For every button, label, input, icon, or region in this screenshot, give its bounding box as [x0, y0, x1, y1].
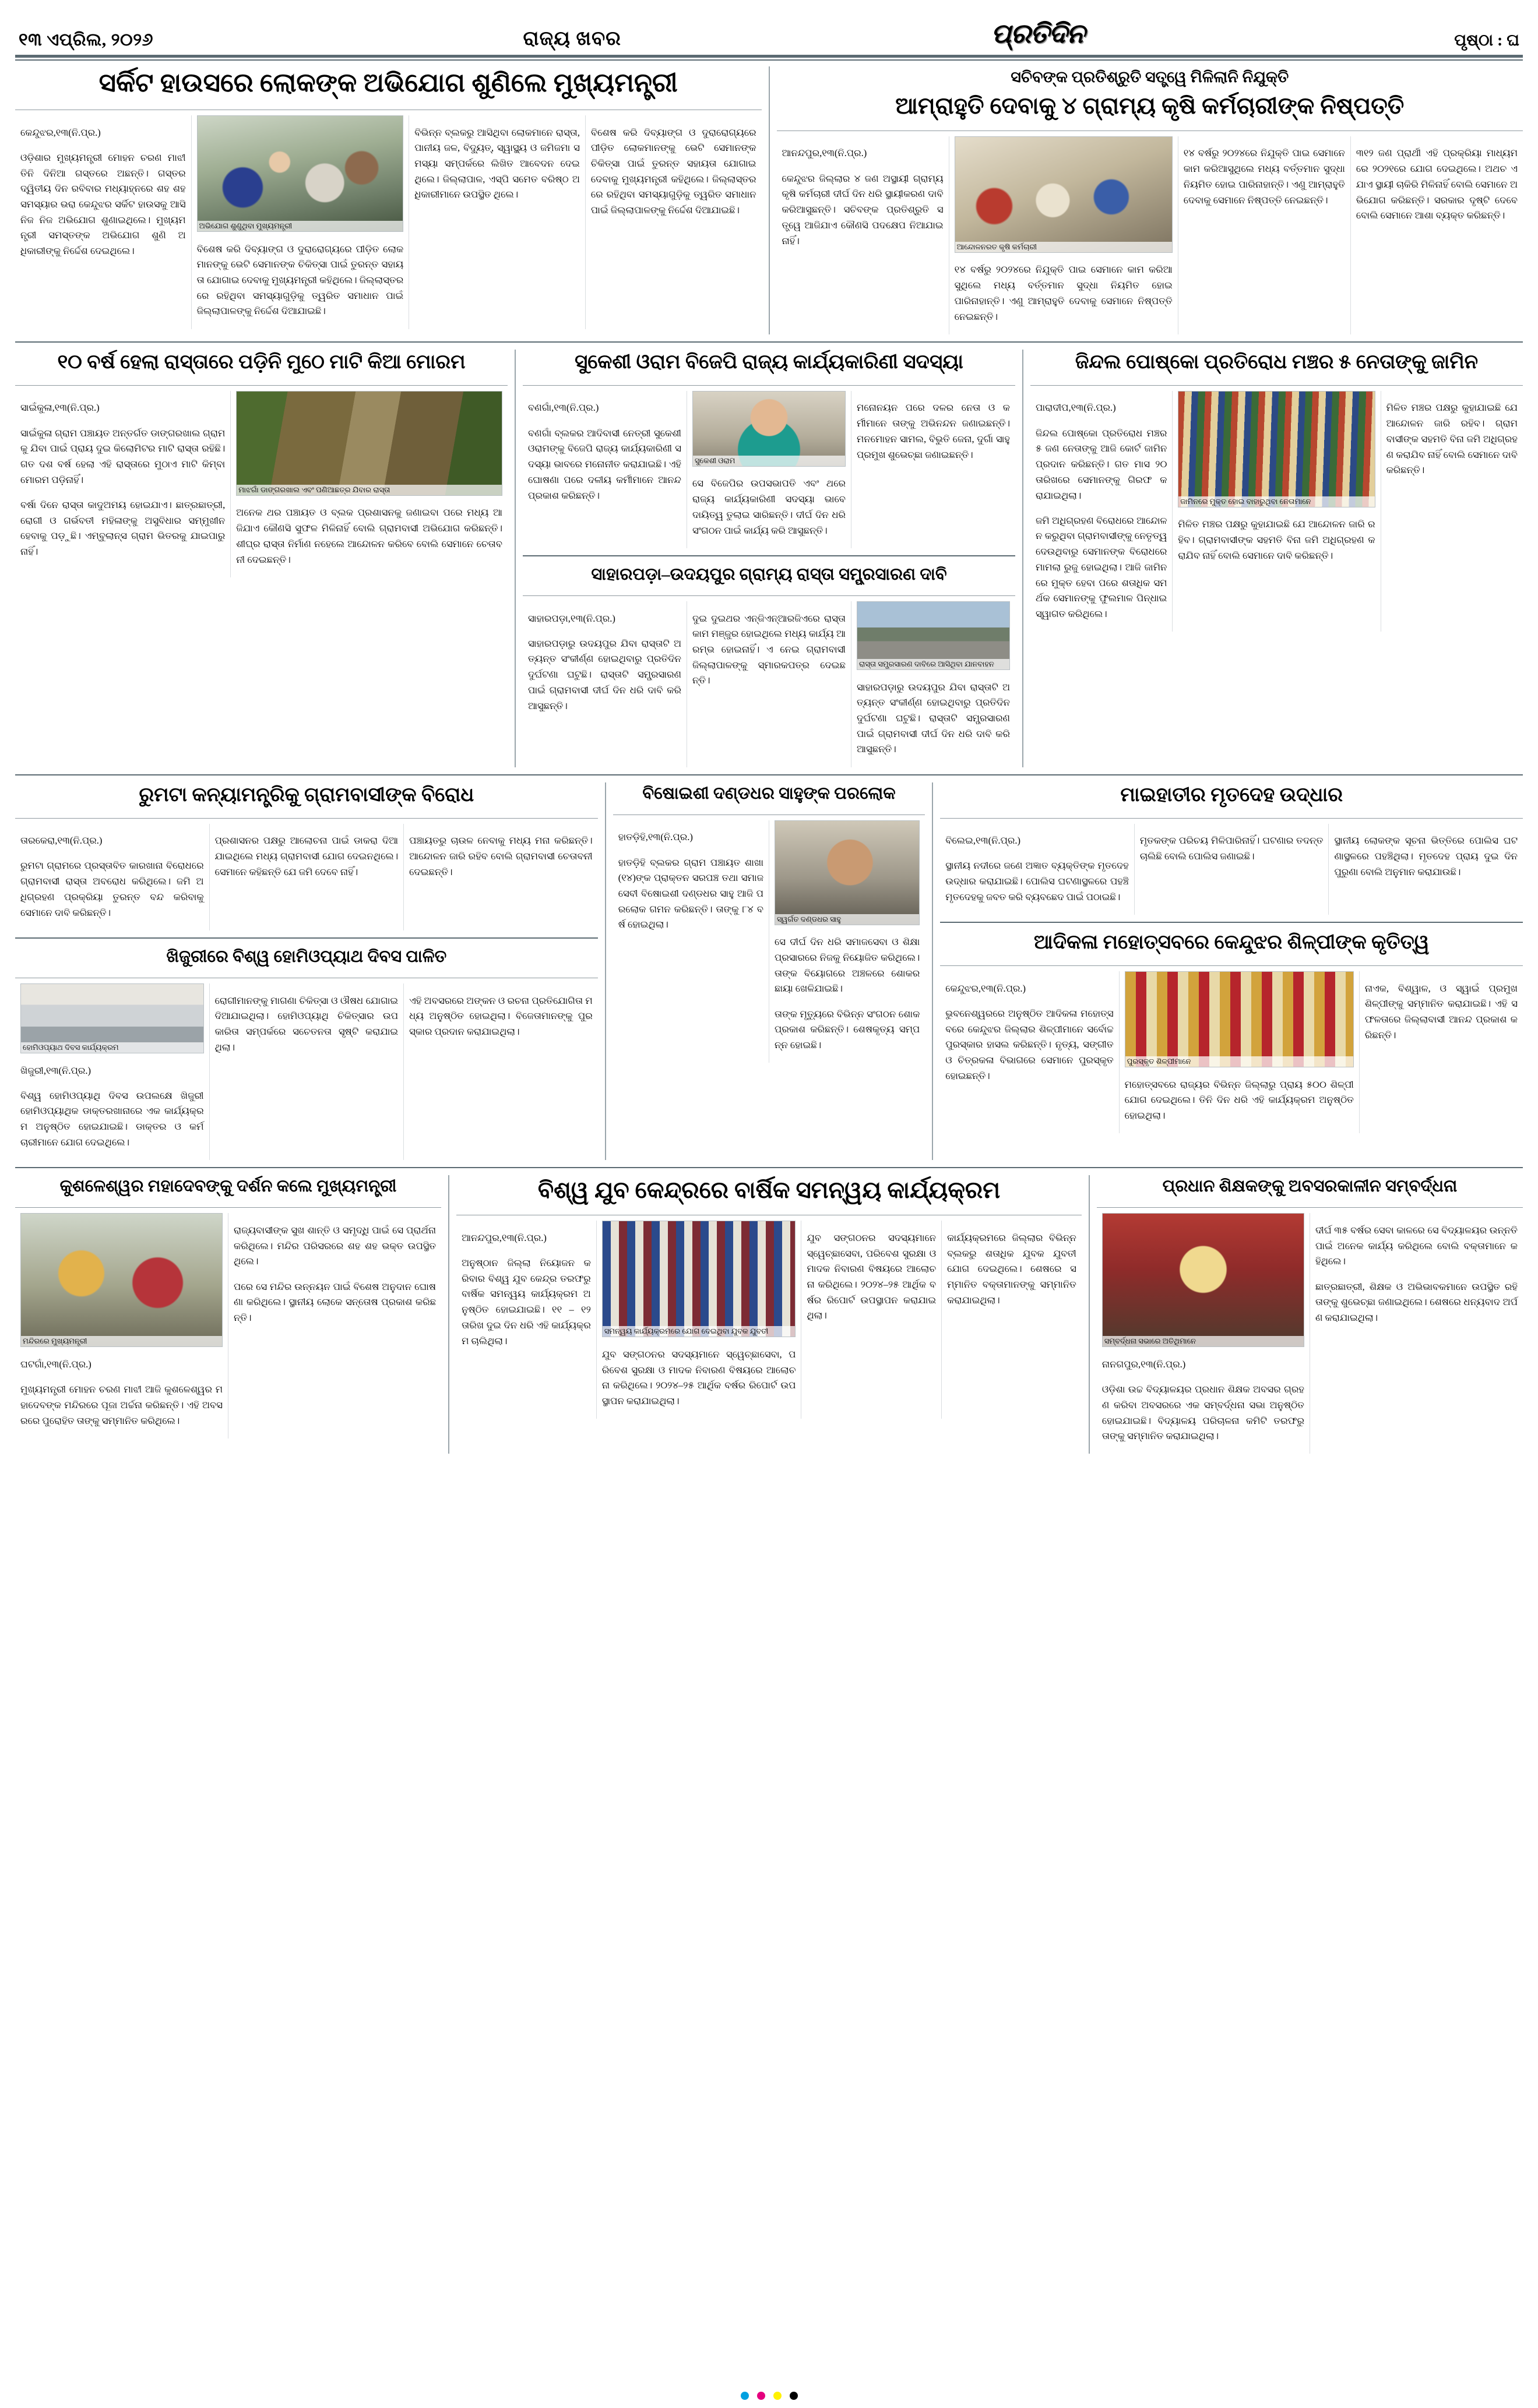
column: [1359, 971, 1523, 1133]
column: [1178, 136, 1350, 334]
column: [456, 1221, 596, 1419]
divider: [940, 818, 1523, 819]
body-paragraph: ବିଶ୍ୱ ହୋମିଓପ୍ୟାଥି ଦିବସ ଉପଲକ୍ଷେ ଖିଜୁରୀ ହୋମିଓପ୍ୟାଥିକ ଡାକ୍ତରଖାନାରେ ଏକ କାର୍ଯ୍ୟକ୍ରମ ଅନୁଷ୍ଠିତ ହୋଇଯାଇଛି। ଡାକ୍ତର ଓ କର୍ମଚାରୀମାନେ ଯୋଗ ଦେଇଥିଲେ।: [20, 1090, 204, 1148]
article-divider: [15, 937, 598, 939]
headline: ଜିନ୍ଦଲ ପୋଷ୍କୋ ପ୍ରତିରୋଧ ମଞ୍ଚର ୫ ନେତାଙ୍କୁ ଜାମିନ: [1075, 351, 1479, 373]
column-with-photo: [596, 1221, 801, 1419]
column: [403, 824, 598, 930]
headline: ଆମ୍ରାହୁତି ଦେବାକୁ ୪ ଗ୍ରାମ୍ୟ କୃଷି କର୍ମଚାରୀଙ୍କ ନିଷ୍ପତ୍ତି: [895, 92, 1405, 119]
headline: ସାହାରପଡ଼ା–ଉଦୟପୁର ଗ୍ରାମ୍ୟ ରାସ୍ତା ସମ୍ପ୍ରସାରଣ ଦାବି: [591, 565, 947, 584]
reg-mark-yellow: [773, 2392, 782, 2400]
divider: [523, 385, 1015, 386]
column: [403, 983, 598, 1160]
body-paragraph: ମୁଖ୍ୟମନ୍ତ୍ରୀ ମୋହନ ଚରଣ ମାଝୀ ଆଜି କୁଶଳେଶ୍ୱର ମହାଦେବଙ୍କ ମନ୍ଦିରରେ ପୂଜା ଅର୍ଚ୍ଚନା କରିଛନ୍ତି। ଏହି ଅବସରରେ ପୁରୋହିତ ତାଙ୍କୁ ସମ୍ମାନିତ କରିଥିଲେ।: [20, 1384, 223, 1426]
column: [585, 115, 762, 329]
article-photo: [20, 983, 204, 1053]
band-bottom: [15, 1175, 1523, 1454]
dateline: ନାନଗପୁର,୧୩(ନି.ପ୍ର.): [1101, 1358, 1186, 1370]
column: [1134, 824, 1329, 915]
article-kushaleswar-cm: [15, 1175, 441, 1454]
article-columns: [456, 1221, 1082, 1419]
body-paragraph: ପଞ୍ଚାୟତରୁ ଚାଉଳ ନେବାକୁ ମଧ୍ୟ ମନା କରିଛନ୍ତି। ଆନ୍ଦୋଳନ ଜାରି ରହିବ ବୋଲି ଗ୍ରାମବାସୀ ଚେତାବନୀ ଦେଇଛନ୍ତି।: [409, 835, 593, 877]
column-with-photo: [687, 391, 851, 548]
article-maihatira-dead-body: [940, 782, 1523, 915]
column-with-photo: [769, 820, 925, 1063]
body-paragraph: ରୁମଟା ଗ୍ରାମରେ ପ୍ରସ୍ତାବିତ କାରଖାନା ବିରୋଧରେ ଗ୍ରାମବାସୀ ରାସ୍ତା ଅବରୋଧ କରିଥିଲେ। ଜମି ଅଧିଗ୍ରହଣ ପ୍ରକ୍ରିୟା ତୁରନ୍ତ ବନ୍ଦ କରିବାକୁ ସେମାନେ ଦାବି କରିଛନ୍ତି।: [20, 860, 204, 918]
registration-marks: [0, 2392, 1538, 2405]
column: [15, 391, 230, 577]
column-with-photo: [191, 115, 409, 329]
body-paragraph: ଏହି ଅବସରରେ ଅଙ୍କନ ଓ ରଚନା ପ୍ରତିଯୋଗିତା ମଧ୍ୟ ଅନୁଷ୍ଠିତ ହୋଇଥିଲା। ବିଜେତାମାନଙ୍କୁ ପୁରସ୍କାର ପ୍ରଦାନ କରାଯାଇଥିଲା।: [409, 995, 593, 1037]
reg-mark-magenta: [757, 2392, 765, 2400]
article-columns: [523, 391, 1015, 548]
body-paragraph: ସ୍ଥାନୀୟ ଲୋକଙ୍କ ସୂଚନା ଭିତ୍ତିରେ ପୋଲିସ ଘଟଣାସ୍ଥଳରେ ପହଞ୍ଚିଥିଲା। ମୃତଦେହ ପ୍ରାୟ ଦୁଇ ଦିନ ପୁରୁଣା ବୋଲି ଅନୁମାନ କରାଯାଉଛି।: [1334, 835, 1518, 877]
dateline: କେନ୍ଦୁଝର,୧୩(ନି.ପ୍ର.): [945, 982, 1026, 994]
column: [687, 601, 851, 767]
article-columns: [1097, 1213, 1523, 1454]
column: [409, 115, 585, 329]
column-with-photo: [851, 601, 1015, 767]
article-columns: [15, 983, 598, 1160]
body-paragraph: ରୋଗୀମାନଙ୍କୁ ମାଗଣା ଚିକିତ୍ସା ଓ ଔଷଧ ଯୋଗାଇ ଦିଆଯାଇଥିଲା। ହୋମିଓପ୍ୟାଥି ଚିକିତ୍ସାର ଉପକାରିତା ସମ୍ପର୍କରେ ସଚେତନତା ସୃଷ୍ଟି କରାଯାଇଥିଲା।: [214, 995, 399, 1053]
body-paragraph: ବିଶେଷ କରି ଦିବ୍ୟାଙ୍ଗ ଓ ଦୁରାରୋଗ୍ୟରେ ପୀଡ଼ିତ ଲୋକମାନଙ୍କୁ ଭେଟି ସେମାନଙ୍କ ଚିକିତ୍ସା ପାଇଁ ତୁରନ୍ତ ସହାୟତା ଯୋଗାଇ ଦେବାକୁ ମୁଖ୍ୟମନ୍ତ୍ରୀ କହିଥିଲେ। ଜିଲ୍ଲାସ୍ତରରେ ରହିଥିବା ସମସ୍ୟାଗୁଡ଼ିକୁ ତ୍ୱରିତ ସମାଧାନ ପାଇଁ ଜିଲ୍ଲାପାଳଙ୍କୁ ନିର୍ଦ୍ଦେଶ ଦିଆଯାଇଛି।: [590, 126, 756, 216]
dateline: ହାତଡ଼ିହି,୧୩(ନି.ପ୍ର.): [618, 831, 693, 843]
headline: ସର୍କିଟ ହାଉସରେ ଲୋକଙ୍କ ଅଭିଯୋଗ ଶୁଣିଲେ ମୁଖ୍ୟମନ୍ତ୍ରୀ: [98, 68, 678, 97]
body-paragraph: ହାତଡ଼ିହି ବ୍ଲକର ଗ୍ରାମ ପଞ୍ଚାୟତ ଶାଖା (୧୪)ଙ୍କ ପ୍ରାକ୍ତନ ସରପଞ୍ଚ ତଥା ସମାଜସେବୀ ବିଷୋଇଶୀ ଦଣ୍ଡଧର ସାହୁ ଆଜି ପରଲୋକ ଗମନ କରିଛନ୍ତି। ତାଙ୍କୁ ୮୪ ବର୍ଷ ହୋଇଥିଲା।: [618, 856, 763, 930]
vertical-divider: [515, 350, 516, 767]
headline: କୁଶଳେଶ୍ୱର ମହାଦେବଙ୍କୁ ଦର୍ଶନ କଲେ ମୁଖ୍ୟମନ୍ତ୍ରୀ: [59, 1177, 397, 1196]
body-paragraph: ଛାତ୍ରଛାତ୍ରୀ, ଶିକ୍ଷକ ଓ ଅଭିଭାବକମାନେ ଉପସ୍ଥିତ ରହି ତାଙ୍କୁ ଶୁଭେଚ୍ଛା ଜଣାଇଥିଲେ। ଶେଷରେ ଧନ୍ୟବାଦ ଅର୍ପଣ କରାଯାଇଥିଲା।: [1315, 1281, 1518, 1323]
kicker: ସଚିବଙ୍କ ପ୍ରତିଶ୍ରୁତି ସତ୍ତ୍ୱେ ମିଳିଲାନି ନିଯୁକ୍ତି: [1011, 68, 1289, 86]
body-paragraph: ମିଳିତ ମଞ୍ଚର ପକ୍ଷରୁ କୁହାଯାଇଛି ଯେ ଆନ୍ଦୋଳନ ଜାରି ରହିବ। ଗ୍ରାମବାସୀଙ୍କ ସହମତି ବିନା ଜମି ଅଧିଗ୍ରହଣ କରାଯିବ ନାହିଁ ବୋଲି ସେମାନେ ଦାବି କରିଛନ୍ତି।: [1178, 519, 1375, 561]
column: [15, 824, 209, 930]
masthead: [15, 0, 1523, 54]
article-columns: [1030, 391, 1523, 632]
article-columns: [15, 1213, 441, 1438]
column: [940, 971, 1118, 1133]
column-with-photo: [1119, 971, 1359, 1133]
headline: ମାଇହାତୀର ମୃତଦେହ ଉଦ୍ଧାର: [1120, 784, 1343, 806]
body-paragraph: ରାଜ୍ୟବାସୀଙ୍କ ସୁଖ ଶାନ୍ତି ଓ ସମୃଦ୍ଧି ପାଇଁ ସେ ପ୍ରାର୍ଥନା କରିଥିଲେ। ମନ୍ଦିର ପରିସରରେ ଶହ ଶହ ଭକ୍ତ ଉପସ୍ଥିତ ଥିଲେ।: [234, 1224, 437, 1267]
divider: [1030, 385, 1523, 386]
vertical-divider: [605, 782, 606, 1161]
dateline: ଆନନ୍ଦପୁର,୧୩(ନି.ପ୍ର.): [782, 147, 867, 159]
article-columns: [613, 820, 925, 1063]
headline: ୧୦ ବର୍ଷ ହେଲା ରାସ୍ତାରେ ପଡ଼ିନି ମୁଠେ ମାଟି କିଆ ମୋରମ: [57, 351, 466, 373]
body-paragraph: ନାଏକ, ବିଶ୍ୱାଳ, ଓ ସ୍ୱାଇଁ ପ୍ରମୁଖ ଶିଳ୍ପୀଙ୍କୁ ସମ୍ମାନିତ କରାଯାଇଛି। ଏହି ସଫଳତାରେ ଜିଲ୍ଲାବାସୀ ଆନନ୍ଦ ପ୍ରକାଶ କରିଛନ୍ତି।: [1364, 982, 1518, 1041]
article-photo: [692, 391, 846, 467]
band-lead: [15, 66, 1523, 334]
article-photo: [20, 1213, 223, 1347]
article-photo: [1125, 971, 1354, 1067]
photo-caption: ସ୍ୱର୍ଗତ ଦଣ୍ଡଧର ସାହୁ: [775, 914, 919, 925]
page-number: ପୃଷ୍ଠା : ଘ: [1454, 31, 1519, 50]
article-road-10-years: [15, 350, 508, 767]
article-photo: [602, 1221, 796, 1337]
body-paragraph: ଅନୁଷ୍ଠାନ ଜିଲ୍ଲା ନିୟୋଜନ କରିବାର ବିଶ୍ୱ ଯୁବ କେନ୍ଦ୍ର ତରଫରୁ ବାର୍ଷିକ ସମନ୍ୱୟ କାର୍ଯ୍ୟକ୍ରମ ଅନୁଷ୍ଠିତ ହୋଇଯାଇଛି। ୧୧ – ୧୨ ତାରିଖ ଦୁଇ ଦିନ ଧରି ଏହି କାର୍ଯ୍ୟକ୍ରମ ଚାଲିଥିଲା।: [462, 1257, 591, 1346]
column-with-photo: [230, 391, 508, 577]
article-photo: [197, 115, 404, 232]
article-pradhan-shikshak: [1097, 1175, 1523, 1454]
article-photo: [955, 136, 1173, 253]
headline: ସୁକେଶୀ ଓରାମ ବିଜେପି ରାଜ୍ୟ କାର୍ଯ୍ୟକାରିଣୀ ସଦସ୍ୟା: [575, 351, 963, 373]
body-paragraph: ଓଡ଼ିଶାର ମୁଖ୍ୟମନ୍ତ୍ରୀ ମୋହନ ଚରଣ ମାଝୀ ତିନି ଦିନିଆ ଗସ୍ତରେ ଅଛନ୍ତି। ଗସ୍ତର ଦ୍ୱିତୀୟ ଦିନ ରବିବାର ମଧ୍ୟାହ୍ନରେ ଶହ ଶହ ସମସ୍ୟାର ଭରା କେନ୍ଦୁଝର ସର୍କିଟ ହାଉସକୁ ଆସି ନିଜ ନିଜ ଅଭିଯୋଗ ଶୁଣାଇଥିଲେ। ମୁଖ୍ୟମନ୍ତ୍ରୀ ସମସ୍ତଙ୍କ ଅଭିଯୋଗ ଶୁଣି ଅଧିକାରୀଙ୍କୁ ନିର୍ଦ୍ଦେଶ ଦେଇଥିଲେ।: [20, 151, 186, 257]
divider: [523, 595, 1015, 596]
article-columns: [777, 136, 1523, 334]
column-with-photo: [1172, 391, 1380, 632]
masthead-rule-thick: [15, 55, 1523, 58]
body-paragraph: ମହୋତ୍ସବରେ ରାଜ୍ୟର ବିଭିନ୍ନ ଜିଲ୍ଲାରୁ ପ୍ରାୟ ୫୦୦ ଶିଳ୍ପୀ ଯୋଗ ଦେଇଥିଲେ। ତିନି ଦିନ ଧରି ଏହି କାର୍ଯ୍ୟକ୍ରମ ଅନୁଷ୍ଠିତ ହୋଇଥିଲା।: [1124, 1078, 1354, 1122]
article-columns: [940, 971, 1523, 1133]
column-with-photo: [15, 983, 209, 1160]
newspaper-logo: ପ୍ରତିଦିନ: [991, 19, 1085, 48]
publication-date: ୧୩ ଏପ୍ରିଲ, ୨୦୨୬: [19, 30, 154, 50]
headline: ବିଷୋଇଶୀ ଦଣ୍ଡଧର ସାହୁଙ୍କ ପରଲୋକ: [642, 784, 896, 803]
body-paragraph: ପ୍ରଶାସନର ପକ୍ଷରୁ ଆଲୋଚନା ପାଇଁ ଡାକରା ଦିଆଯାଇଥିଲେ ମଧ୍ୟ ଗ୍ରାମବାସୀ ଯୋଗ ଦେଇନଥିଲେ। ସେମାନେ କହିଛନ୍ତି ଯେ ଜମି ଦେବେ ନାହିଁ।: [214, 835, 399, 877]
body-paragraph: କାର୍ଯ୍ୟକ୍ରମରେ ଜିଲ୍ଲାର ବିଭିନ୍ନ ବ୍ଲକରୁ ଶତାଧିକ ଯୁବକ ଯୁବତୀ ଯୋଗ ଦେଇଥିଲେ। ଶେଷରେ ସମ୍ମାନିତ ବକ୍ତାମାନଙ୍କୁ ସମ୍ମାନିତ କରାଯାଇଥିଲା।: [947, 1232, 1076, 1306]
dateline: ଘଟଗାଁ,୧୩(ନି.ପ୍ର.): [20, 1358, 91, 1370]
body-paragraph: ମୃତକଙ୍କ ପରିଚୟ ମିଳିପାରିନାହିଁ। ଘଟଣାର ତଦନ୍ତ ଚାଲିଛି ବୋଲି ପୋଲିସ ଜଣାଇଛି।: [1139, 835, 1324, 862]
body-paragraph: ସାଇଁକୁଳା ଗ୍ରାମ ପଞ୍ଚାୟତ ଅନ୍ତର୍ଗତ ଡାଙ୍ଗରଖାଲ ଗ୍ରାମକୁ ଯିବା ପାଇଁ ପ୍ରାୟ ଦୁଇ କିଲୋମିଟର ମାଟି ରାସ୍ତା ରହିଛି। ଗତ ଦଶ ବର୍ଷ ହେଲା ଏହି ରାସ୍ତାରେ ମୁଠାଏ ମାଟି କିମ୍ବା ମୋରମ ପଡ଼ିନାହିଁ।: [20, 427, 226, 485]
article-columns: [15, 115, 762, 329]
body-paragraph: ଓଡ଼ିଶା ଉଚ୍ଚ ବିଦ୍ୟାଳୟର ପ୍ରଧାନ ଶିକ୍ଷକ ଅବସର ଗ୍ରହଣ କରିବା ଅବସରରେ ଏକ ସମ୍ବର୍ଦ୍ଧନା ସଭା ଅନୁଷ୍ଠିତ ହୋଇଯାଇଛି। ବିଦ୍ୟାଳୟ ପରିଚାଳନା କମିଟି ତରଫରୁ ତାଙ୍କୁ ସମ୍ମାନିତ କରାଯାଇଥିଲା।: [1101, 1384, 1304, 1442]
band-second: [15, 350, 1523, 767]
article-photo: [857, 601, 1010, 670]
photo-caption: ରାସ୍ତା ସମ୍ପ୍ରସାରଣ ଦାବିରେ ଆସିଥିବା ଯାନବାହନ: [857, 659, 1009, 669]
body-paragraph: ବଣଗାଁ ବ୍ଲକର ଆଦିବାସୀ ନେତ୍ରୀ ସୁକେଶୀ ଓରାମଙ୍କୁ ବିଜେପି ରାଜ୍ୟ କାର୍ଯ୍ୟକାରିଣୀ ସଦସ୍ୟା ଭାବରେ ମନୋନୀତ କରାଯାଇଛି। ଏହି ଘୋଷଣା ପରେ ଦଳୀୟ କର୍ମୀମାନେ ଆନନ୍ଦ ପ୍ରକାଶ କରିଛନ୍ତି।: [528, 427, 681, 501]
dateline: କେନ୍ଦୁଝର,୧୩(ନି.ପ୍ର.): [20, 126, 101, 138]
column: [1381, 391, 1523, 632]
article-dandadhar-sahu-obit: [613, 782, 925, 1161]
vertical-divider: [448, 1175, 449, 1454]
section-title: ରାଜ୍ୟ ଖବର: [523, 28, 621, 50]
photo-caption: ମାଝଗାଁ ଡାଙ୍ଗରଖାଲ ଏବଂ ପଣିଆଛତ୍ର ଯିବାର ରାସ୍ତା: [237, 485, 502, 495]
band-divider: [15, 1167, 1523, 1168]
body-paragraph: ଅନେକ ଥର ପଞ୍ଚାୟତ ଓ ବ୍ଲକ ପ୍ରଶାସନକୁ ଜଣାଇବା ପରେ ମଧ୍ୟ ଆଜିଯାଏ କୌଣସି ସୁଫଳ ମିଳିନାହିଁ ବୋଲି ଗ୍ରାମବାସୀ ଅଭିଯୋଗ କରିଛନ୍ତି। ଶୀଘ୍ର ରାସ୍ତା ନିର୍ମାଣ ନହେଲେ ଆନ୍ଦୋଳନ କରିବେ ବୋଲି ସେମାନେ ଚେତାବନୀ ଦେଇଛନ୍ତି।: [236, 507, 502, 565]
vertical-divider: [769, 66, 770, 334]
body-paragraph: ଯୁବ ସଙ୍ଗଠନର ସଦସ୍ୟମାନେ ସ୍ୱେଚ୍ଛାସେବା, ପରିବେଶ ସୁରକ୍ଷା ଓ ମାଦକ ନିବାରଣ ବିଷୟରେ ଆଲୋଚନା କରିଥିଲେ। ୨୦୨୪–୨୫ ଆର୍ଥିକ ବର୍ଷର ରିପୋର୍ଟ ଉପସ୍ଥାପନ କରାଯାଇଥିଲା।: [807, 1232, 937, 1321]
body-paragraph: ଯୁବ ସଙ୍ଗଠନର ସଦସ୍ୟମାନେ ସ୍ୱେଚ୍ଛାସେବା, ପରିବେଶ ସୁରକ୍ଷା ଓ ମାଦକ ନିବାରଣ ବିଷୟରେ ଆଲୋଚନା କରିଥିଲେ। ୨୦୨୪–୨୫ ଆର୍ଥିକ ବର୍ଷର ରିପୋର୍ଟ ଉପସ୍ଥାପନ କରାଯାଇଥିଲା।: [601, 1348, 796, 1406]
article-rumata-protest: [15, 782, 598, 930]
photo-caption: ସୁକେଶୀ ଓରାମ: [693, 456, 845, 466]
body-paragraph: ମନୋନୟନ ପରେ ଦଳର ନେତା ଓ କର୍ମୀମାନେ ତାଙ୍କୁ ଅଭିନନ୍ଦନ ଜଣାଇଛନ୍ତି। ମନମୋହନ ସାମଲ, ବିଭୁତି ଜେନା, ଦୁର୍ଗା ସାହୁ ପ୍ରମୁଖ ଶୁଭେଚ୍ଛା ଜଣାଇଛନ୍ତି।: [857, 402, 1010, 460]
headline: ଆଦିକଳା ମହୋତ୍ସବରେ କେନ୍ଦୁଝର ଶିଳ୍ପୀଙ୍କ କୃତିତ୍ୱ: [1033, 932, 1430, 954]
body-paragraph: କେନ୍ଦୁଝର ଜିଲ୍ଲାର ୪ ଜଣ ଅସ୍ଥାୟୀ ଗ୍ରାମ୍ୟ କୃଷି କର୍ମଚାରୀ ଦୀର୍ଘ ଦିନ ଧରି ସ୍ଥାୟୀକରଣ ଦାବି କରିଆସୁଛନ୍ତି। ସଚିବଙ୍କ ପ୍ରତିଶ୍ରୁତି ସତ୍ତ୍ୱେ ଆଜିଯାଏ କୌଣସି ପଦକ୍ଷେପ ନିଆଯାଇନାହିଁ।: [782, 172, 944, 246]
column: [801, 1221, 941, 1419]
column: [1310, 1213, 1523, 1454]
divider: [1097, 1207, 1523, 1208]
band-divider: [15, 774, 1523, 775]
vertical-divider: [1022, 350, 1023, 767]
article-columns: [940, 824, 1523, 915]
dateline: ଆନନ୍ଦପୁର,୧୩(ନି.ପ୍ର.): [462, 1232, 547, 1243]
photo-caption: ପୁରସ୍କୃତ ଶିଳ୍ପୀମାନେ: [1125, 1056, 1353, 1067]
article-columns: [15, 824, 598, 930]
column: [777, 136, 949, 334]
column: [1350, 136, 1523, 334]
body-paragraph: ଭୁବନେଶ୍ୱରରେ ଅନୁଷ୍ଠିତ ଆଦିକଳା ମହୋତ୍ସବରେ କେନ୍ଦୁଝର ଜିଲ୍ଲାର ଶିଳ୍ପୀମାନେ ସର୍ବୋଚ୍ଚ ପୁରସ୍କାର ହାସଲ କରିଛନ୍ତି। ନୃତ୍ୟ, ସଙ୍ଗୀତ ଓ ଚିତ୍ରକଳା ବିଭାଗରେ ସେମାନେ ପୁରସ୍କୃତ ହୋଇଛନ୍ତି।: [945, 1007, 1114, 1081]
article-saharapada-road: [523, 563, 1015, 767]
body-paragraph: ଜିନ୍ଦଲ ପୋଷ୍କୋ ପ୍ରତିରୋଧ ମଞ୍ଚର ୫ ଜଣ ନେତାଙ୍କୁ ଆଜି କୋର୍ଟ ଜାମିନ ପ୍ରଦାନ କରିଛନ୍ତି। ଗତ ମାସ ୨୦ ତାରିଖରେ ସେମାନଙ୍କୁ ଗିରଫ କରାଯାଇଥିଲା।: [1036, 427, 1167, 501]
article-cm-circuit-house: [15, 66, 762, 334]
article-krushi-karmachari: [777, 66, 1523, 334]
divider: [940, 965, 1523, 966]
article-jindal-posco: [1030, 350, 1523, 767]
article-photo: [775, 820, 920, 925]
column-with-photo: [949, 136, 1178, 334]
article-homeopathy-day: [15, 946, 598, 1160]
photo-caption: ଜାମିନରେ ମୁକ୍ତ ହୋଇ ବାହାରୁଥିବା ନେତାମାନେ: [1178, 496, 1374, 507]
body-paragraph: ଜମି ଅଧିଗ୍ରହଣ ବିରୋଧରେ ଆନ୍ଦୋଳନ କରୁଥିବା ଗ୍ରାମବାସୀଙ୍କୁ ନେତୃତ୍ୱ ଦେଉଥିବାରୁ ସେମାନଙ୍କ ବିରୋଧରେ ମାମଲା ରୁଜୁ ହୋଇଥିଲା। ଆଜି ଜାମିନରେ ମୁକ୍ତ ହେବା ପରେ ଶତାଧିକ ସମର୍ଥକ ସେମାନଙ୍କୁ ଫୁଲମାଳ ପିନ୍ଧାଇ ସ୍ୱାଗତ କରିଥିଲେ।: [1036, 514, 1167, 620]
body-paragraph: ବିଶେଷ କରି ଦିବ୍ୟାଙ୍ଗ ଓ ଦୁରାରୋଗ୍ୟରେ ପୀଡ଼ିତ ଲୋକମାନଙ୍କୁ ଭେଟି ସେମାନଙ୍କ ଚିକିତ୍ସା ପାଇଁ ତୁରନ୍ତ ସହାୟତା ଯୋଗାଇ ଦେବାକୁ ମୁଖ୍ୟମନ୍ତ୍ରୀ କହିଥିଲେ। ଜିଲ୍ଲାସ୍ତରରେ ରହିଥିବା ସମସ୍ୟାଗୁଡ଼ିକୁ ତ୍ୱରିତ ସମାଧାନ ପାଇଁ ଜିଲ୍ଲାପାଳଙ୍କୁ ନିର୍ଦ୍ଦେଶ ଦିଆଯାଇଛି।: [196, 243, 404, 317]
reg-mark-cyan: [741, 2392, 749, 2400]
body-paragraph: ୧୪ ବର୍ଷରୁ ୨୦୨୪ରେ ନିଯୁକ୍ତି ପାଇ ସେମାନେ କାମ କରିଆସୁଥିଲେ ମଧ୍ୟ ବର୍ତ୍ତମାନ ସୁଦ୍ଧା ନିୟମିତ ହୋଇ ପାରିନାହାନ୍ତି। ଏଣୁ ଆମ୍ରାହୁତି ଦେବାକୁ ସେମାନେ ନିଷ୍ପତ୍ତି ନେଇଛନ୍ତି।: [954, 264, 1173, 322]
column: [1030, 391, 1172, 632]
divider: [15, 385, 508, 386]
column: [851, 391, 1015, 548]
photo-caption: ଆନ୍ଦୋଳନରତ କୃଷି କର୍ମଚାରୀ: [955, 242, 1172, 252]
column: [209, 983, 404, 1160]
body-paragraph: ତାଙ୍କ ମୃତ୍ୟୁରେ ବିଭିନ୍ନ ସଂଗଠନ ଶୋକ ପ୍ରକାଶ କରିଛନ୍ତି। ଶେଷକୃତ୍ୟ ସମ୍ପନ୍ନ ହୋଇଛି।: [775, 1008, 920, 1051]
body-paragraph: ଦୁଇ ଦୁଇଥର ଏନ୍‌ଜିଏନ୍‌ଆରଜିଏରେ ରାସ୍ତା କାମ ମଞ୍ଜୁର ହୋଇଥିଲେ ମଧ୍ୟ କାର୍ଯ୍ୟ ଆରମ୍ଭ ହୋଇନାହିଁ। ଏ ନେଇ ଗ୍ରାମବାସୀ ଜିଲ୍ଲାପାଳଙ୍କୁ ସ୍ମାରକପତ୍ର ଦେଇଛନ୍ତି।: [692, 612, 846, 686]
column: [209, 824, 404, 930]
divider: [15, 1207, 441, 1208]
column: [523, 601, 687, 767]
column: [613, 820, 769, 1063]
dateline: ବଣଗାଁ,୧୩(ନି.ପ୍ର.): [528, 402, 599, 414]
headline: ଖିଜୁରୀରେ ବିଶ୍ୱ ହୋମିଓପ୍ୟାଥ ଦିବସ ପାଳିତ: [166, 947, 447, 966]
article-group-left-third: [15, 782, 598, 1161]
photo-caption: ମନ୍ଦିରରେ ମୁଖ୍ୟମନ୍ତ୍ରୀ: [21, 1336, 222, 1346]
article-adikala-mahotsav: [940, 930, 1523, 1133]
article-divider: [940, 922, 1523, 923]
body-paragraph: ୩୧୨ ଜଣ ପ୍ରାର୍ଥୀ ଏହି ପ୍ରକ୍ରିୟା ମାଧ୍ୟମରେ ୨୦୨୧ରେ ଯୋଗ ଦେଇଥିଲେ। ଅଥଚ ଏଯାଏ ସ୍ଥାୟୀ ଚାକିରି ମିଳିନାହିଁ ବୋଲି ସେମାନେ ଅଭିଯୋଗ କରିଛନ୍ତି। ସରକାର ଦୃଷ୍ଟି ଦେବେ ବୋଲି ସେମାନେ ଆଶା ବ୍ୟକ୍ତ କରିଛନ୍ତି।: [1356, 147, 1518, 221]
band-divider: [15, 341, 1523, 343]
photo-caption: ସମନ୍ୱୟ କାର୍ଯ୍ୟକ୍ରମରେ ଯୋଗ ଦେଇଥିବା ଯୁବକ ଯୁବତୀ: [603, 1326, 796, 1337]
masthead-rule-thin: [15, 59, 1523, 61]
band-third: [15, 782, 1523, 1161]
article-group-middle: [523, 350, 1015, 767]
dateline: ବିଲେଇ,୧୩(ନି.ପ୍ର.): [945, 835, 1021, 847]
headline: ପ୍ରଧାନ ଶିକ୍ଷକଙ୍କୁ ଅବସରକାଳୀନ ସମ୍ବର୍ଦ୍ଧନା: [1162, 1177, 1458, 1196]
body-paragraph: ସାହାରପଡ଼ାରୁ ଉଦୟପୁର ଯିବା ରାସ୍ତାଟି ଅତ୍ୟନ୍ତ ସଂକୀର୍ଣ୍ଣ ହୋଇଥିବାରୁ ପ୍ରତିଦିନ ଦୁର୍ଘଟଣା ଘଟୁଛି। ରାସ୍ତାଟି ସମ୍ପ୍ରସାରଣ ପାଇଁ ଗ୍ରାମବାସୀ ଦୀର୍ଘ ଦିନ ଧରି ଦାବି କରି ଆସୁଛନ୍ତି।: [857, 681, 1010, 755]
photo-caption: ସମ୍ବର୍ଦ୍ଧନା ସଭାରେ ଅତିଥିମାନେ: [1103, 1336, 1304, 1346]
body-paragraph: ସ୍ଥାନୀୟ ନଦୀରେ ଜଣେ ଅଜ୍ଞାତ ବ୍ୟକ୍ତିଙ୍କ ମୃତଦେହ ଉଦ୍ଧାର କରାଯାଇଛି। ପୋଲିସ ଘଟଣାସ୍ଥଳରେ ପହଞ୍ଚି ମୃତଦେହକୁ ଜବତ କରି ବ୍ୟବଛେଦ ପାଇଁ ପଠାଇଛି।: [945, 860, 1129, 902]
body-paragraph: ପରେ ସେ ମନ୍ଦିର ଉନ୍ନୟନ ପାଇଁ ବିଶେଷ ଅନୁଦାନ ଘୋଷଣା କରିଥିଲେ। ସ୍ଥାନୀୟ ଲୋକେ ସନ୍ତୋଷ ପ୍ରକାଶ କରିଛନ୍ତି।: [234, 1281, 437, 1323]
article-photo: [1102, 1213, 1304, 1347]
body-paragraph: ବିଭିନ୍ନ ବ୍ଲକରୁ ଆସିଥିବା ଲୋକମାନେ ରାସ୍ତା, ପାନୀୟ ଜଳ, ବିଦ୍ୟୁତ୍, ସ୍ୱାସ୍ଥ୍ୟ ଓ ଜମିଜମା ସମସ୍ୟା ସମ୍ପର୍କରେ ଲିଖିତ ଆବେଦନ ଦେଇଥିଲେ। ଜିଲ୍ଲାପାଳ, ଏସ୍‌ପି ସମେତ ବରିଷ୍ଠ ଅଧିକାରୀମାନେ ଉପସ୍ଥିତ ଥିଲେ।: [414, 126, 580, 200]
column: [940, 824, 1134, 915]
column: [15, 115, 191, 329]
headline: ରୁମଟା କନ୍ୟାମନ୍ତ୍ରିକୁ ଗ୍ରାମବାସୀଙ୍କ ବିରୋଧ: [139, 784, 474, 806]
dateline: ସାହାରପଡ଼ା,୧୩(ନି.ପ୍ର.): [528, 612, 615, 624]
article-columns: [15, 391, 508, 577]
article-photo: [236, 391, 502, 496]
dateline: ଖିଜୁରୀ,୧୩(ନି.ପ୍ର.): [20, 1064, 91, 1076]
dateline: ସାଇଁକୁଳା,୧୩(ନି.ପ୍ର.): [20, 402, 100, 414]
body-paragraph: ସେ ବିଜେପିର ଉପସଭାପତି ଏବଂ ଥରେ ରାଜ୍ୟ କାର୍ଯ୍ୟକାରିଣୀ ସଦସ୍ୟା ଭାବେ ଦାୟିତ୍ୱ ତୁଲାଇ ସାରିଛନ୍ତି। ଦୀର୍ଘ ଦିନ ଧରି ସଂଗଠନ ପାଇଁ କାର୍ଯ୍ୟ କରି ଆସୁଛନ୍ତି।: [692, 478, 846, 536]
headline: ବିଶ୍ୱ ଯୁବ କେନ୍ଦ୍ରରେ ବାର୍ଷିକ ସମନ୍ୱୟ କାର୍ଯ୍ୟକ୍ରମ: [537, 1177, 1001, 1204]
column: [228, 1213, 441, 1438]
body-paragraph: ସେ ଦୀର୍ଘ ଦିନ ଧରି ସମାଜସେବା ଓ ଶିକ୍ଷା ପ୍ରସାରରେ ନିଜକୁ ନିୟୋଜିତ କରିଥିଲେ। ତାଙ୍କ ବିୟୋଗରେ ଅଞ୍ଚଳରେ ଶୋକର ଛାୟା ଖେଳିଯାଇଛି।: [775, 936, 920, 995]
reg-mark-black: [790, 2392, 798, 2400]
column-with-photo: [15, 1213, 228, 1438]
article-photo: [1178, 391, 1375, 507]
column-with-photo: [1097, 1213, 1310, 1454]
vertical-divider: [932, 782, 933, 1161]
photo-caption: ଅଭିଯୋଗ ଶୁଣୁଥିବା ମୁଖ୍ୟମନ୍ତ୍ରୀ: [198, 221, 403, 231]
body-paragraph: ୧୪ ବର୍ଷରୁ ୨୦୨୪ରେ ନିଯୁକ୍ତି ପାଇ ସେମାନେ କାମ କରିଆସୁଥିଲେ ମଧ୍ୟ ବର୍ତ୍ତମାନ ସୁଦ୍ଧା ନିୟମିତ ହୋଇ ପାରିନାହାନ୍ତି। ଏଣୁ ଆମ୍ରାହୁତି ଦେବାକୁ ସେମାନେ ନିଷ୍ପତ୍ତି ନେଇଛନ୍ତି।: [1183, 147, 1345, 206]
column: [941, 1221, 1082, 1419]
body-paragraph: ମିଳିତ ମଞ୍ଚର ପକ୍ଷରୁ କୁହାଯାଇଛି ଯେ ଆନ୍ଦୋଳନ ଜାରି ରହିବ। ଗ୍ରାମବାସୀଙ୍କ ସହମତି ବିନା ଜମି ଅଧିଗ୍ରହଣ କରାଯିବ ନାହିଁ ବୋଲି ସେମାନେ ଦାବି କରିଛନ୍ତି।: [1386, 402, 1518, 476]
dateline: ପାରାଦୀପ,୧୩(ନି.ପ୍ର.): [1036, 402, 1116, 414]
dateline: ତାରକେରା,୧୩(ନି.ପ୍ର.): [20, 835, 103, 847]
article-divider: [523, 555, 1015, 556]
body-paragraph: ସାହାରପଡ଼ାରୁ ଉଦୟପୁର ଯିବା ରାସ୍ତାଟି ଅତ୍ୟନ୍ତ ସଂକୀର୍ଣ୍ଣ ହୋଇଥିବାରୁ ପ୍ରତିଦିନ ଦୁର୍ଘଟଣା ଘଟୁଛି। ରାସ୍ତାଟି ସମ୍ପ୍ରସାରଣ ପାଇଁ ଗ୍ରାମବାସୀ ଦୀର୍ଘ ଦିନ ଧରି ଦାବି କରି ଆସୁଛନ୍ତି।: [528, 637, 681, 711]
divider: [15, 818, 598, 819]
column: [523, 391, 687, 548]
column: [1328, 824, 1523, 915]
article-sukeshi-oram: [523, 350, 1015, 548]
article-columns: [523, 601, 1015, 767]
vertical-divider: [1089, 1175, 1090, 1454]
article-yuva-kendra: [456, 1175, 1082, 1454]
body-paragraph: ଦୀର୍ଘ ୩୫ ବର୍ଷର ସେବା କାଳରେ ସେ ବିଦ୍ୟାଳୟର ଉନ୍ନତି ପାଇଁ ଅନେକ କାର୍ଯ୍ୟ କରିଥିଲେ ବୋଲି ବକ୍ତାମାନେ କହିଥିଲେ।: [1315, 1224, 1518, 1267]
article-group-right-third: [940, 782, 1523, 1161]
body-paragraph: ବର୍ଷା ଦିନେ ରାସ୍ତା କାଦୁଅମୟ ହୋଇଯାଏ। ଛାତ୍ରଛାତ୍ରୀ, ରୋଗୀ ଓ ଗର୍ଭବତୀ ମହିଳାଙ୍କୁ ଅସୁବିଧାର ସମ୍ମୁଖୀନ ହେବାକୁ ପଡ଼ୁଛି। ଏମ୍ବୁଲାନ୍ସ ଗ୍ରାମ ଭିତରକୁ ଯାଇପାରୁ ନାହିଁ।: [20, 499, 226, 558]
photo-caption: ହୋମିଓପ୍ୟାଥ ଦିବସ କାର୍ଯ୍ୟକ୍ରମ: [21, 1042, 203, 1053]
